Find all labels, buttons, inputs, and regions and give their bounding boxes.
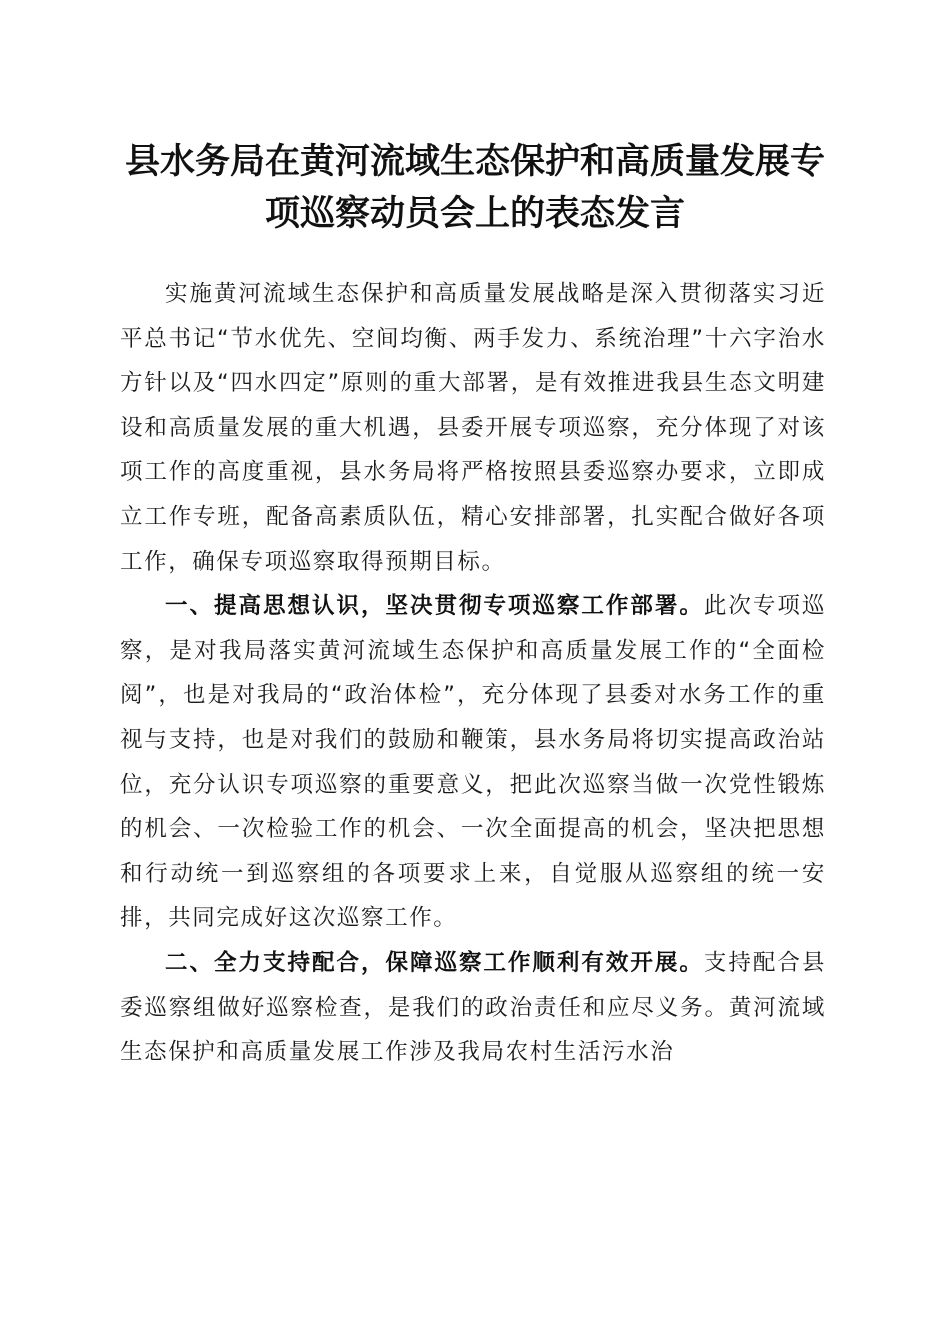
title-line-2: 项巡察动员会上的表态发言 bbox=[264, 193, 685, 234]
paragraph-text: 此次专项巡察，是对我局落实黄河流域生态保护和高质量发展工作的“全面检阅”，也是对我局的“政治体检”，充分体现了县委对水务工作的重视与支持，也是对我们的鼓励和鞭策，县水务局将切实提高政治站位，充分认识专项巡察的重要意义，把此次巡察当做一次党性锻炼的机会、一次检验工作的机会、一次全面提高的机会，坚决把思想和行动统一到巡察组的各项要求上来，自觉服从巡察组的统一安排，共同完成好这次巡察工作。 bbox=[120, 593, 826, 932]
paragraph-text: 支持配合县委巡察组做好巡察检查，是我们的政治责任和应尽义务。黄河流域生态保护和高质量发展工作涉及我局农村生活污水治 bbox=[120, 949, 826, 1066]
document-title bbox=[110, 136, 840, 240]
paragraph-section-2 bbox=[120, 941, 826, 1075]
paragraph-intro bbox=[120, 272, 826, 584]
section-heading: 二、全力支持配合，保障巡察工作顺利有效开展。 bbox=[165, 949, 704, 976]
paragraph-section-1 bbox=[120, 584, 826, 941]
paragraph-text: 实施黄河流域生态保护和高质量发展战略是深入贯彻落实习近平总书记“节水优先、空间均衡、两手发力、系统治理”十六字治水方针以及“四水四定”原则的重大部署，是有效推进我县生态文明建设和高质量发展的重大机遇，县委开展专项巡察，充分体现了对该项工作的高度重视，县水务局将严格按照县委巡察办要求，立即成立工作专班，配备高素质队伍，精心安排部署，扎实配合做好各项工作，确保专项巡察取得预期目标。 bbox=[120, 281, 826, 575]
section-heading: 一、提高思想认识，坚决贯彻专项巡察工作部署。 bbox=[165, 593, 704, 620]
title-line-1: 县水务局在黄河流域生态保护和高质量发展专 bbox=[124, 141, 825, 182]
document-body bbox=[120, 272, 826, 1075]
